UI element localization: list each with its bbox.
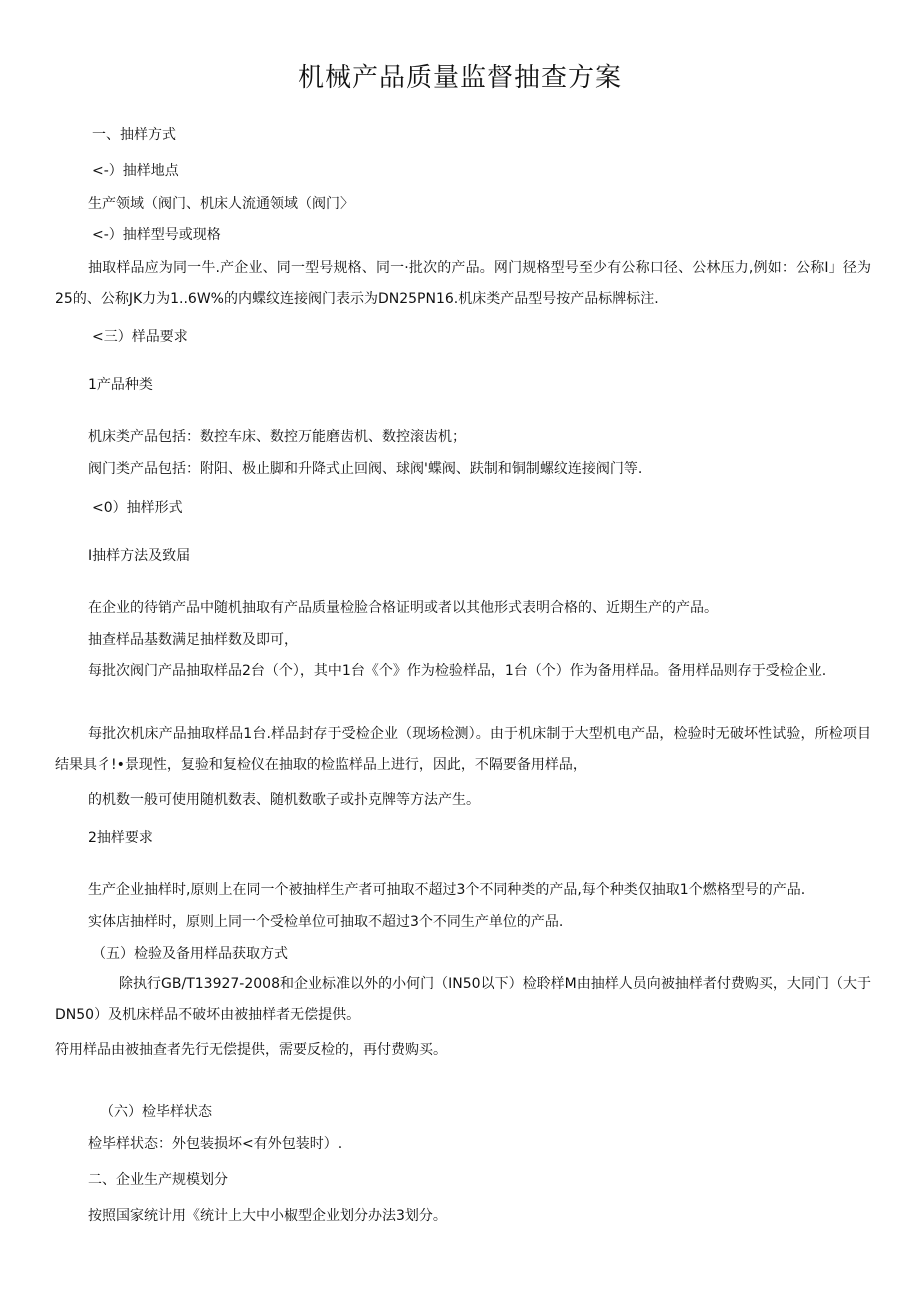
sample-status-text: 检毕样状态：外包装损坏<有外包装时）. (88, 1136, 343, 1152)
sampling-method-line-1: 在企业的待销产品中随机抽取有产品质量检脸合格证明或者以其他形式表明合格的、近期生产的产品。 (88, 600, 718, 616)
section-2-heading: 二、企业生产规模划分 (88, 1172, 228, 1188)
backup-sample-text: 符用样品由被抽查者先行无偿提供，需要反检的，再付费购买。 (55, 1042, 447, 1058)
subsection-inspection-sample-heading: （五）检验及备用样品获取方式 (92, 946, 288, 962)
store-sampling-text: 实体店抽样时，原则上同一个受检单位可抽取不超过3个不同生产单位的产品. (88, 914, 564, 930)
subsection-sample-requirements-heading: <三）样品要求 (92, 329, 188, 345)
valve-sampling-text: 每批次阀门产品抽取样品2台（个），其中1台《个》作为检验样品，1台（个）作为备用样品。备用样品则存于受检企业. (88, 663, 827, 679)
sampling-method-line-2: 抽查样品基数满足抽样数及即可， (88, 632, 298, 648)
subsection-model-spec-heading: <-）抽样型号或现格 (92, 227, 221, 243)
section-1-heading: 一、抽样方式 (92, 127, 176, 143)
inspection-sample-paragraph (55, 969, 871, 1031)
product-types-heading: 1产品种类 (88, 377, 153, 393)
sampling-method-heading: I抽样方法及致届 (88, 548, 191, 564)
enterprise-sampling-text: 生产企业抽样时,原则上在同一个被抽样生产者可抽取不超过3个不同种类的产品,每个种类仅抽取1个燃格型号的产品. (88, 882, 806, 898)
inspection-sample-text: 除执行GB/T13927-2008和企业标准以外的小何门（IN50以下）检聆样M由抽样人员向被抽样者付费购买，大同门（大于DN50）及机床样品不破坏由被抽样者无偿提供。 (55, 976, 871, 1023)
model-spec-text: 抽取样品应为同一牛.产企业、同一型号规格、同一·批次的产品。网门规格型号至少有公称口径、公林压力,例如：公称I」径为25的、公称JK力为1..6W%的内蝶纹连接阀门表示为DN25PN16.机床类产品型号按产品标牌标注. (55, 260, 871, 307)
model-spec-paragraph (55, 253, 871, 315)
sampling-location-text: 生产领域（阀门、机床人流通领域（阀门〉 (88, 196, 354, 212)
subsection-sampling-location-heading: <-）抽样地点 (92, 163, 179, 179)
enterprise-scale-text: 按照国家统计用《统计上大中小椒型企业划分办法3划分。 (88, 1208, 447, 1224)
valve-sampling-paragraph (55, 656, 871, 687)
random-number-text: 的机数一般可使用随机数表、随机数歌子或扑克牌等方法产生。 (88, 792, 480, 808)
sampling-requirements-heading: 2抽样要求 (88, 830, 153, 846)
subsection-sample-status-heading: （六）检毕样状态 (100, 1104, 212, 1120)
machine-tool-products-text: 机床类产品包括：数控车床、数控万能磨齿机、数控滚齿机； (88, 429, 466, 445)
subsection-sampling-form-heading: <0）抽样形式 (92, 500, 183, 516)
machine-sampling-text: 每批次机床产品抽取样品1台.样品封存于受检企业（现场检测）。由于机床制于大型机电产品，检验时无破坏性试验，所检项目结果具彳!•景现性，复验和复检仪在抽取的检监样品上进行，因此，不隔要备用样品， (55, 726, 871, 773)
document-title: 机械产品质量监督抽查方案 (297, 63, 622, 93)
valve-products-text: 阀门类产品包括：附阳、极止脚和升降式止回阀、球阀'蝶阀、趺制和铜制螺纹连接阀门等. (88, 461, 643, 477)
machine-sampling-paragraph (55, 719, 871, 781)
